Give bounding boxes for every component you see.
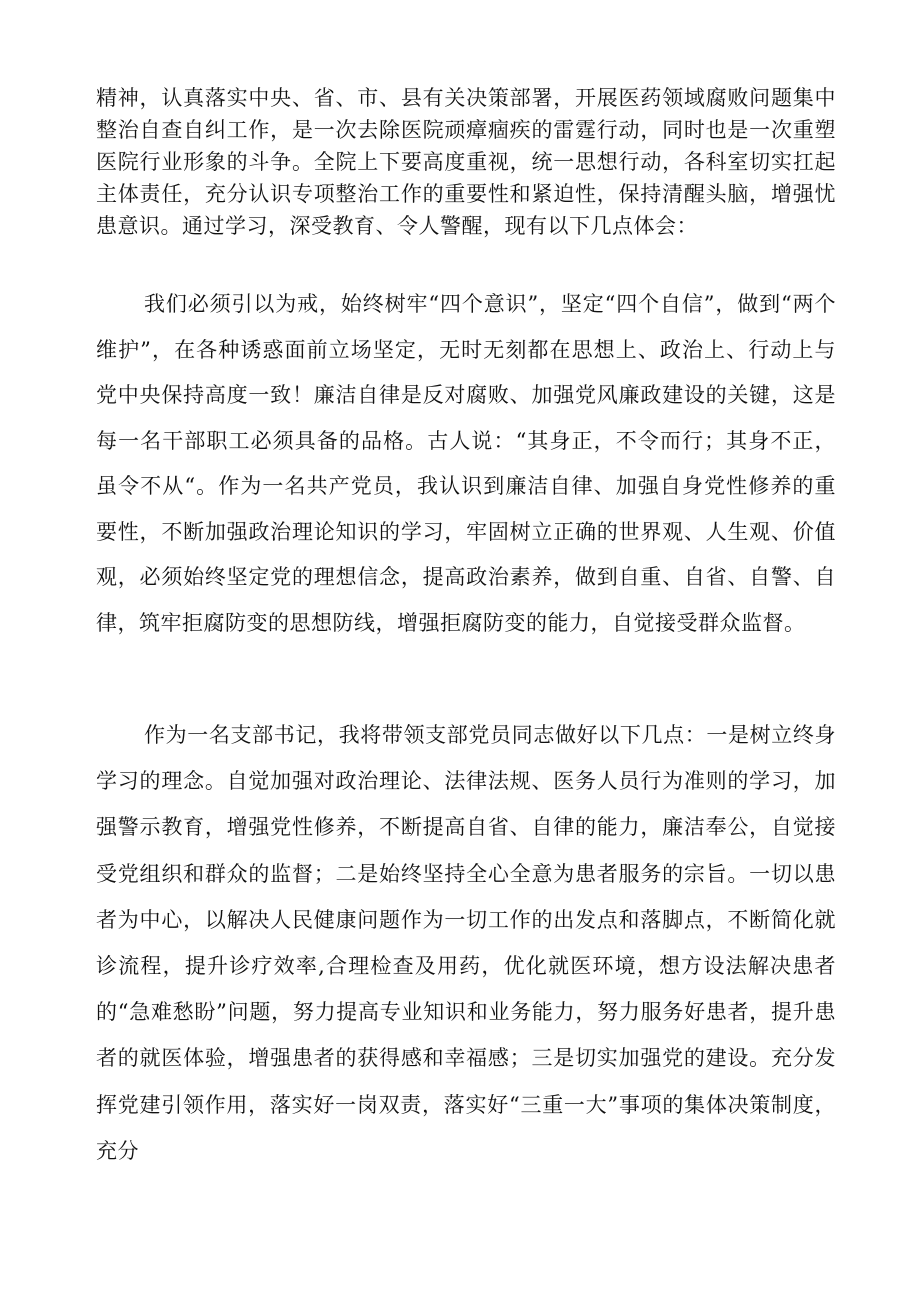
paragraph-intro: 精神，认真落实中央、省、市、县有关决策部署，开展医药领域腐败问题集中整治自查自纠工作，是一次去除医院顽瘴痼疾的雷霆行动，同时也是一次重塑医院行业形象的斗争。全院上下要高度重视，统一思想行动，各科室切实扛起主体责任，充分认识专项整治工作的重要性和紧迫性，保持清醒头脑，增强忧患意识。通过学习，深受教育、令人警醒，现有以下几点体会： xyxy=(96,86,836,238)
paragraph-integrity: 我们必须引以为戒，始终树牢“四个意识”，坚定“四个自信”，做到“两个维护”，在各种诱惑面前立场坚定，无时无刻都在思想上、政治上、行动上与党中央保持高度一致！廉洁自律是反对腐败、加强党风廉政建设的关键，这是每一名干部职工必须具备的品格。古人说：“其身正，不令而行；其身不正，虽令不从“。作为一名共产党员，我认识到廉洁自律、加强自身党性修养的重要性，不断加强政治理论知识的学习，牢固树立正确的世界观、人生观、价值观，必须始终坚定党的理想信念，提高政治素养，做到自重、自省、自警、自律，筑牢拒腐防变的思想防线，增强拒腐防变的能力，自觉接受群众监督。 xyxy=(96,292,836,635)
paragraph-branch-secretary: 作为一名支部书记，我将带领支部党员同志做好以下几点：一是树立终身学习的理念。自觉加强对政治理论、法律法规、医务人员行为准则的学习，加强警示教育，增强党性修养，不断提高自省、自律的能力，廉洁奉公，自觉接受党组织和群众的监督；二是始终坚持全心全意为患者服务的宗旨。一切以患者为中心，以解决人民健康问题作为一切工作的出发点和落脚点，不断简化就诊流程，提升诊疗效率,合理检查及用药，优化就医环境，想方设法解决患者的“急难愁盼”问题，努力提高专业知识和业务能力，努力服务好患者，提升患者的就医体验，增强患者的获得感和幸福感；三是切实加强党的建设。充分发挥党建引领作用，落实好一岗双责，落实好“三重一大”事项的集体决策制度，充分 xyxy=(96,723,836,1163)
